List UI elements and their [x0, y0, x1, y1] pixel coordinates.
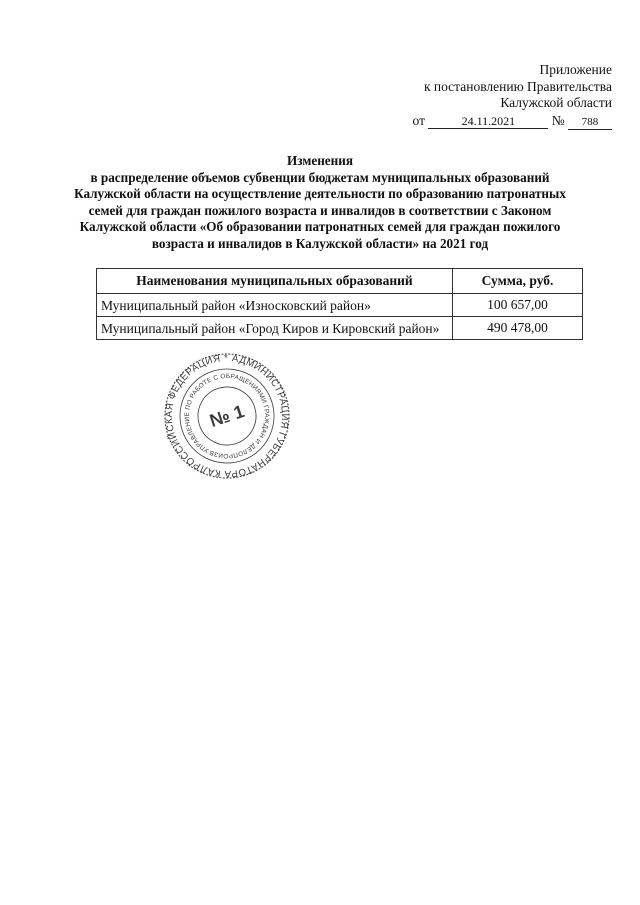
column-header-sum: Сумма, руб.: [453, 269, 583, 294]
date-number-line: [413, 113, 613, 130]
decree-date: 24.11.2021: [428, 114, 548, 129]
decree-number: 788: [568, 115, 612, 130]
decree-reference: к постановлению Правительства: [423, 78, 612, 94]
stamp-inner-text: УПРАВЛЕНИЕ ПО РАБОТЕ С ОБРАЩЕНИЯМИ ГРАЖДАН И ДЕЛОПРОИЗВОДСТВУ: [183, 372, 271, 460]
official-stamp: [163, 352, 291, 480]
table-header-row: [97, 269, 583, 294]
document-title: [60, 153, 580, 253]
stamp-outer-text: РОССИЙСКАЯ ФЕДЕРАЦИЯ * АДМИНИСТРАЦИЯ ГУБЕРНАТОРА КАЛУЖСКОЙ: [163, 352, 291, 480]
region-name: Калужской области: [500, 95, 612, 110]
title-heading: Изменения: [287, 153, 353, 168]
column-header-name: Наименования муниципальных образований: [97, 269, 453, 294]
attachment-header: [413, 62, 613, 130]
stamp-center-number: № 1: [207, 401, 247, 431]
amount: 490 478,00: [453, 317, 583, 340]
table-row: [97, 294, 583, 317]
title-body: в распределение объемов субвенции бюджетам муниципальных образований Калужской области на осуществление деятельности по образованию патронатных семей для граждан пожилого возраста и инвалидов в соответствии с Законом Калужской области «Об образовании патронатных семей для граждан пожилого возраста и инвалидов в Калужской области» на 2021 год: [74, 169, 566, 251]
table-row: [97, 317, 583, 340]
number-sign: №: [551, 112, 565, 128]
date-prefix: от: [412, 112, 425, 128]
amount: 100 657,00: [453, 294, 583, 317]
attachment-label: Приложение: [539, 62, 612, 77]
municipality-name: Муниципальный район «Износковский район»: [97, 294, 453, 317]
municipality-name: Муниципальный район «Город Киров и Кировский район»: [97, 317, 453, 340]
distribution-table: [96, 268, 583, 340]
